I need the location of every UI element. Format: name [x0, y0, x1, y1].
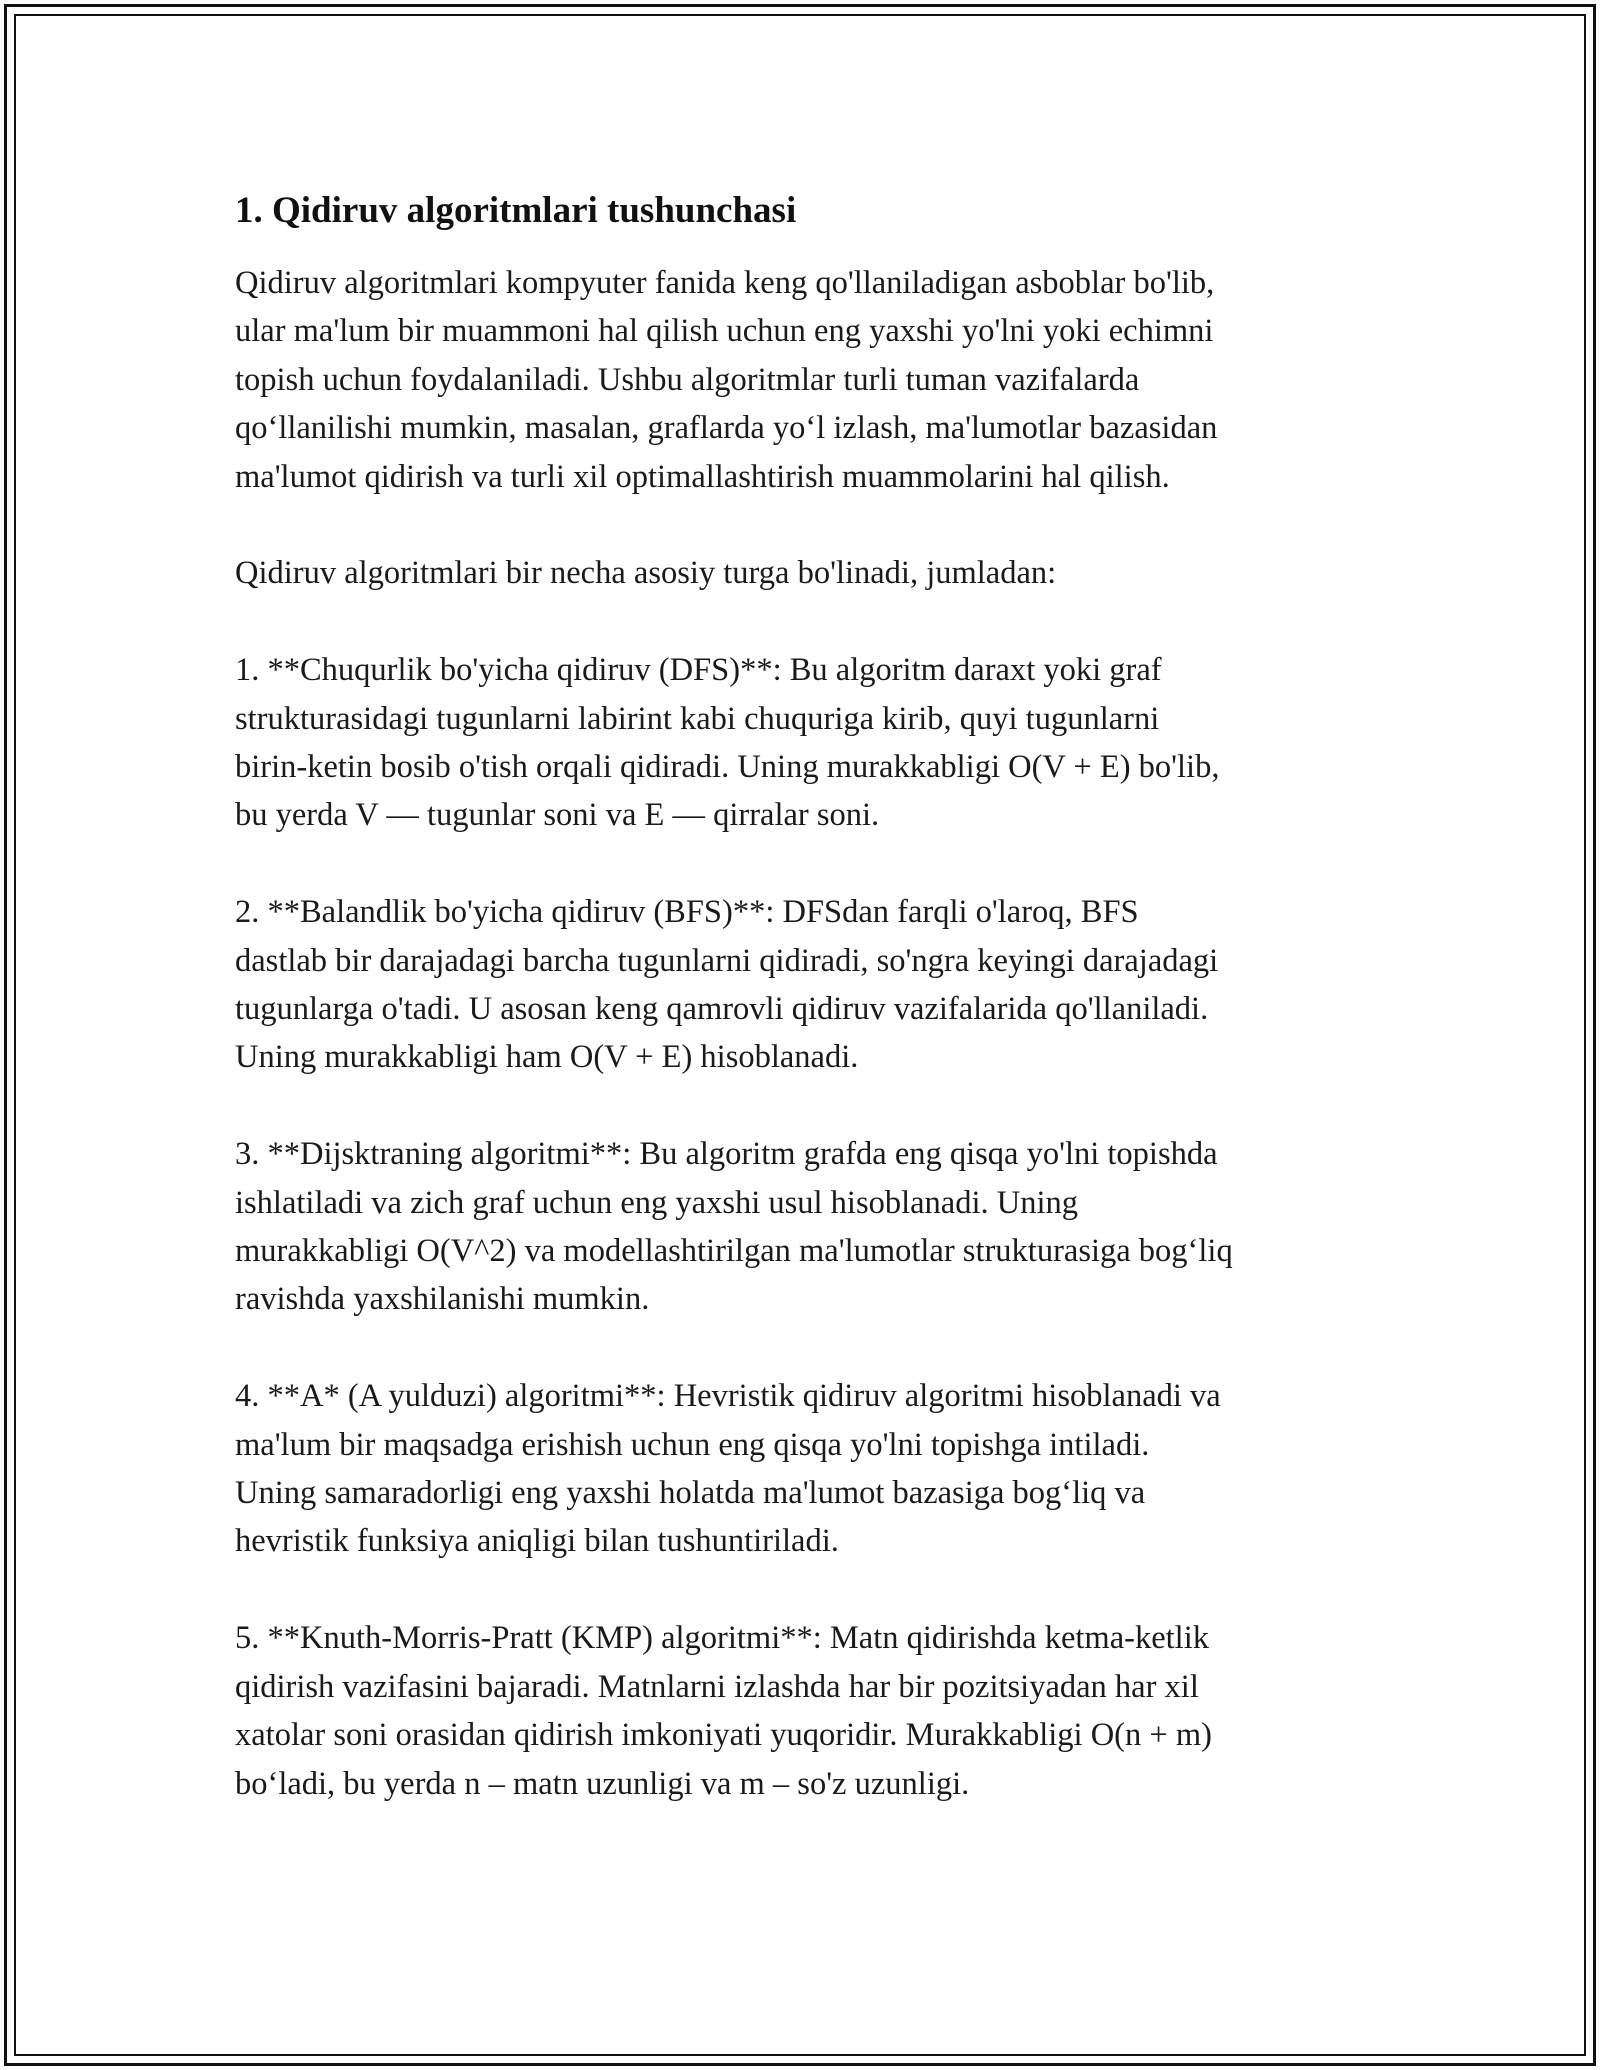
text-line: Qidiruv algoritmlari kompyuter fanida keng qo'llaniladigan asboblar bo'lib,: [235, 265, 1215, 301]
text-line: dastlab bir darajadagi barcha tugunlarni qidiradi, so'ngra keyingi darajadagi: [235, 942, 1219, 979]
text-line: bu yerda V — tugunlar soni va E — qirralar soni.: [235, 797, 880, 834]
document-body: [235, 185, 1375, 1856]
list-item-astar: [235, 1372, 1375, 1566]
text-line: topish uchun foydalaniladi. Ushbu algoritmlar turli tuman vazifalarda: [235, 361, 1140, 398]
text-line: ravishda yaxshilanishi mumkin.: [235, 1281, 650, 1318]
text-line: murakkabligi O(V^2) va modellashtirilgan ma'lumotlar strukturasiga bog‘liq: [235, 1233, 1233, 1270]
list-item-bfs: [235, 888, 1375, 1082]
text-line: 2. **Balandlik bo'yicha qidiruv (BFS)**: DFSdan farqli o'laroq, BFS: [235, 894, 1139, 931]
types-intro-paragraph: [235, 549, 1375, 597]
text-line: Qidiruv algoritmlari bir necha asosiy turga bo'linadi, jumladan:: [235, 555, 1057, 592]
text-line: ular ma'lum bir muammoni hal qilish uchun eng yaxshi yo'lni yoki echimni: [235, 313, 1214, 350]
text-line: Uning murakkabligi ham O(V + E) hisoblanadi.: [235, 1039, 859, 1076]
text-line: ishlatiladi va zich graf uchun eng yaxshi usul hisoblanadi. Uning: [235, 1184, 1079, 1221]
text-line: Uning samaradorligi eng yaxshi holatda ma'lumot bazasiga bog‘liq va: [235, 1475, 1146, 1512]
text-line: qidirish vazifasini bajaradi. Matnlarni izlashda har bir pozitsiyadan har xil: [235, 1668, 1199, 1705]
text-line: hevristik funksiya aniqligi bilan tushuntiriladi.: [235, 1523, 839, 1560]
text-line: qo‘llanilishi mumkin, masalan, graflarda yo‘l izlash, ma'lumotlar bazasidan: [235, 410, 1218, 447]
list-item-kmp: [235, 1614, 1375, 1808]
text-line: xatolar soni orasidan qidirish imkoniyati yuqoridir. Murakkabligi O(n + m): [235, 1717, 1212, 1754]
text-line: bo‘ladi, bu yerda n – matn uzunligi va m – so'z uzunligi.: [235, 1765, 970, 1802]
list-item-dijkstra: [235, 1130, 1375, 1324]
text-line: strukturasidagi tugunlarni labirint kabi chuquriga kirib, quyi tugunlarni: [235, 700, 1160, 737]
section-heading: 1. Qidiruv algoritmlari tushunchasi: [235, 190, 797, 231]
text-line: ma'lumot qidirish va turli xil optimallashtirish muammolarini hal qilish.: [235, 458, 1170, 495]
list-item-dfs: [235, 646, 1375, 840]
text-line: birin-ketin bosib o'tish orqali qidiradi. Uning murakkabligi O(V + E) bo'lib,: [235, 749, 1220, 786]
text-line: 4. **A* (A yulduzi) algoritmi**: Hevristik qidiruv algoritmi hisoblanadi va: [235, 1378, 1221, 1415]
text-line: 3. **Dijsktraning algoritmi**: Bu algoritm grafda eng qisqa yo'lni topishda: [235, 1136, 1218, 1173]
intro-paragraph: [235, 259, 1375, 501]
text-line: ma'lum bir maqsadga erishish uchun eng qisqa yo'lni topishga intiladi.: [235, 1426, 1150, 1463]
text-line: 5. **Knuth-Morris-Pratt (KMP) algoritmi**: Matn qidirishda ketma-ketlik: [235, 1620, 1209, 1657]
text-line: 1. **Chuqurlik bo'yicha qidiruv (DFS)**: Bu algoritm daraxt yoki graf: [235, 652, 1162, 689]
text-line: tugunlarga o'tadi. U asosan keng qamrovli qidiruv vazifalarida qo'llaniladi.: [235, 991, 1209, 1028]
